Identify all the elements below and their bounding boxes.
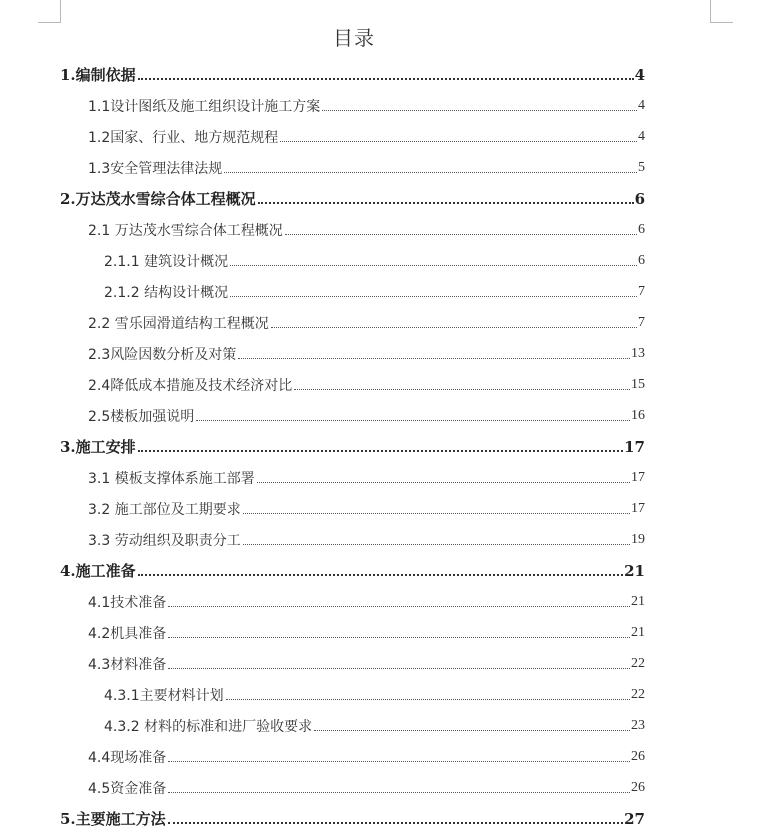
toc-page-number: 22 [631,686,645,702]
toc-entry[interactable] [0,369,645,400]
toc-entry-text: 2.3风险因数分析及对策 [88,344,238,364]
toc-entry[interactable] [0,741,645,772]
dot-leader [138,449,623,452]
toc-page-number: 27 [624,809,645,828]
toc-entry[interactable] [0,121,645,152]
toc-entry-text: 3.2 施工部位及工期要求 [88,499,243,519]
dot-leader [271,326,637,328]
page-corner-mark-right [710,0,733,23]
dot-leader [294,388,630,390]
table-of-contents [0,59,778,834]
toc-entry-text: 4.4现场准备 [88,747,168,767]
toc-entry-text: 4.3.1主要材料计划 [104,685,226,705]
toc-page-number: 21 [631,624,645,640]
toc-page-number: 6 [638,252,645,268]
toc-entry[interactable] [0,493,645,524]
toc-entry-text: 2.1.2 结构设计概况 [104,282,230,302]
toc-page-number: 4 [638,128,645,144]
dot-leader [238,357,630,359]
toc-entry-text: 4.1技术准备 [88,592,168,612]
toc-entry[interactable] [0,648,645,679]
toc-page-number: 6 [638,221,645,237]
dot-leader [230,264,637,266]
toc-page-number: 22 [631,655,645,671]
toc-entry[interactable] [0,90,645,121]
dot-leader [168,667,630,669]
toc-entry[interactable] [0,59,645,90]
toc-page-number: 21 [624,561,645,580]
toc-entry-text: 1.编制依据 [60,66,136,84]
dot-leader [224,171,637,173]
toc-entry-text: 4.2机具准备 [88,623,168,643]
toc-entry[interactable] [0,617,645,648]
toc-entry-text: 5.主要施工方法 [60,810,166,828]
toc-page-number: 17 [631,469,645,485]
dot-leader [138,573,623,576]
toc-page-number: 21 [631,593,645,609]
toc-page-number: 26 [631,748,645,764]
toc-entry[interactable] [0,555,645,586]
toc-title: 目录 [333,26,375,50]
dot-leader [243,543,630,545]
toc-entry-text: 4.施工准备 [60,562,136,580]
toc-entry-text: 1.2国家、行业、地方规范规程 [88,127,280,147]
dot-leader [243,512,630,514]
toc-entry-text: 4.3材料准备 [88,654,168,674]
toc-entry-text: 4.5资金准备 [88,778,168,798]
toc-entry-text: 2.4降低成本措施及技术经济对比 [88,375,294,395]
toc-entry-text: 3.施工安排 [60,438,136,456]
dot-leader [257,481,630,483]
toc-page-number: 4 [638,97,645,113]
dot-leader [168,636,630,638]
toc-page-number: 15 [631,376,645,392]
toc-entry[interactable] [0,710,645,741]
toc-entry-text: 1.1设计图纸及施工组织设计施工方案 [88,96,322,116]
toc-page-number: 26 [631,779,645,795]
toc-entry[interactable] [0,524,645,555]
toc-entry-text: 2.2 雪乐园滑道结构工程概况 [88,313,271,333]
toc-page-number: 7 [638,314,645,330]
toc-entry[interactable] [0,679,645,710]
dot-leader [168,791,630,793]
toc-entry-text: 2.1 万达茂水雪综合体工程概况 [88,220,285,240]
toc-entry[interactable] [0,214,645,245]
toc-entry[interactable] [0,803,645,834]
dot-leader [322,109,637,111]
toc-entry-text: 2.万达茂水雪综合体工程概况 [60,190,256,208]
toc-entry-text: 2.5楼板加强说明 [88,406,196,426]
dot-leader [196,419,630,421]
toc-entry[interactable] [0,400,645,431]
page-corner-mark-left [38,0,61,23]
toc-entry-text: 4.3.2 材料的标准和进厂验收要求 [104,716,314,736]
toc-page-number: 17 [631,500,645,516]
toc-entry-text: 3.3 劳动组织及职责分工 [88,530,243,550]
dot-leader [168,821,623,824]
toc-entry[interactable] [0,183,645,214]
toc-entry[interactable] [0,276,645,307]
toc-page-number: 13 [631,345,645,361]
dot-leader [138,77,634,80]
toc-entry[interactable] [0,772,645,803]
toc-entry[interactable] [0,431,645,462]
toc-page-number: 7 [638,283,645,299]
dot-leader [168,760,630,762]
toc-page-number: 16 [631,407,645,423]
dot-leader [285,233,637,235]
toc-entry[interactable] [0,152,645,183]
toc-page-number: 5 [638,159,645,175]
toc-entry-text: 2.1.1 建筑设计概况 [104,251,230,271]
dot-leader [168,605,630,607]
toc-page-number: 6 [634,189,645,208]
dot-leader [258,201,634,204]
toc-page-number: 23 [631,717,645,733]
toc-entry-text: 3.1 模板支撑体系施工部署 [88,468,257,488]
toc-entry[interactable] [0,586,645,617]
toc-page-number: 4 [634,65,645,84]
dot-leader [314,729,630,731]
toc-entry[interactable] [0,245,645,276]
toc-entry[interactable] [0,307,645,338]
dot-leader [280,140,637,142]
dot-leader [230,295,637,297]
toc-page-number: 19 [631,531,645,547]
toc-entry[interactable] [0,338,645,369]
dot-leader [226,698,630,700]
toc-page-number: 17 [624,437,645,456]
toc-entry-text: 1.3安全管理法律法规 [88,158,224,178]
toc-entry[interactable] [0,462,645,493]
